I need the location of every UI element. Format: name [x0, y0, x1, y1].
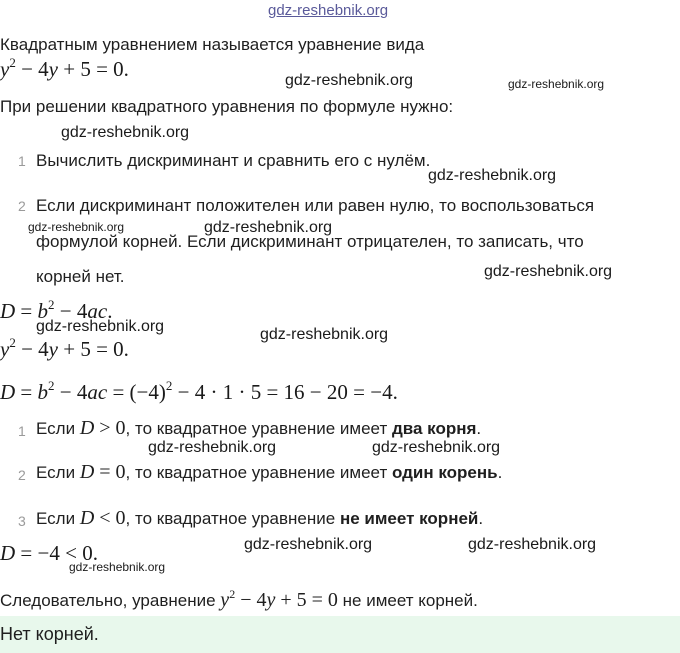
case-3: Если D < 0, то квадратное уравнение не имеет корней.: [36, 507, 484, 529]
intro-definition: Квадратным уравнением называется уравнение вида: [0, 35, 425, 54]
watermark: gdz-reshebnik.org: [508, 77, 605, 91]
watermark: gdz-reshebnik.org: [484, 263, 613, 280]
watermark: gdz-reshebnik.org: [69, 560, 166, 574]
watermark: gdz-reshebnik.org: [36, 318, 165, 335]
watermark: gdz-reshebnik.org: [428, 167, 557, 184]
watermark: gdz-reshebnik.org: [468, 536, 597, 553]
watermark: gdz-reshebnik.org: [244, 536, 373, 553]
list-number: 2: [18, 467, 26, 483]
plan-title: При решении квадратного уравнения по формуле нужно:: [0, 97, 454, 116]
discriminant-formula: $D = b^2 - 4ac$.: [0, 297, 113, 323]
list-number: 3: [18, 513, 26, 529]
conclusion: Следовательно, уравнение $y^2 - 4y + 5 = 0$ не имеет корней.: [0, 587, 478, 611]
answer-box: [0, 616, 680, 653]
plan-step-2-line3: корней нет.: [36, 267, 125, 286]
list-number: 1: [18, 423, 26, 439]
watermark: gdz-reshebnik.org: [61, 124, 190, 141]
equation-again: $y^2 - 4y + 5 = 0$.: [0, 335, 129, 361]
watermark: gdz-reshebnik.org: [285, 72, 414, 89]
plan-step-2-line2: формулой корней. Если дискриминант отрицателен, то записать, что: [36, 232, 584, 251]
list-number: 2: [18, 198, 26, 214]
watermark: gdz-reshebnik.org: [28, 220, 125, 234]
plan-step-2-line1: Если дискриминант положителен или равен нулю, то воспользоваться: [36, 196, 595, 215]
watermark: gdz-reshebnik.org: [148, 439, 277, 456]
answer-text: Нет корней.: [0, 624, 99, 644]
discriminant-calculation: $D = b^2 - 4ac = (-4)^2 - 4 \cdot 1 \cdot 5 = 16 - 20 = -4$.: [0, 378, 398, 404]
watermark: gdz-reshebnik.org: [204, 219, 333, 236]
watermark-top: gdz-reshebnik.org: [268, 2, 389, 19]
intro-equation: $y^2 - 4y + 5 = 0$.: [0, 55, 129, 81]
case-2: Если D = 0, то квадратное уравнение имеет один корень.: [36, 461, 503, 483]
watermark: gdz-reshebnik.org: [372, 439, 501, 456]
case-1: Если D > 0, то квадратное уравнение имеет два корня.: [36, 417, 482, 439]
list-number: 1: [18, 153, 26, 169]
plan-step-1: Вычислить дискриминант и сравнить его с нулём.: [36, 151, 431, 170]
watermark: gdz-reshebnik.org: [260, 326, 389, 343]
discriminant-result: D = −4 < 0.: [0, 541, 98, 565]
